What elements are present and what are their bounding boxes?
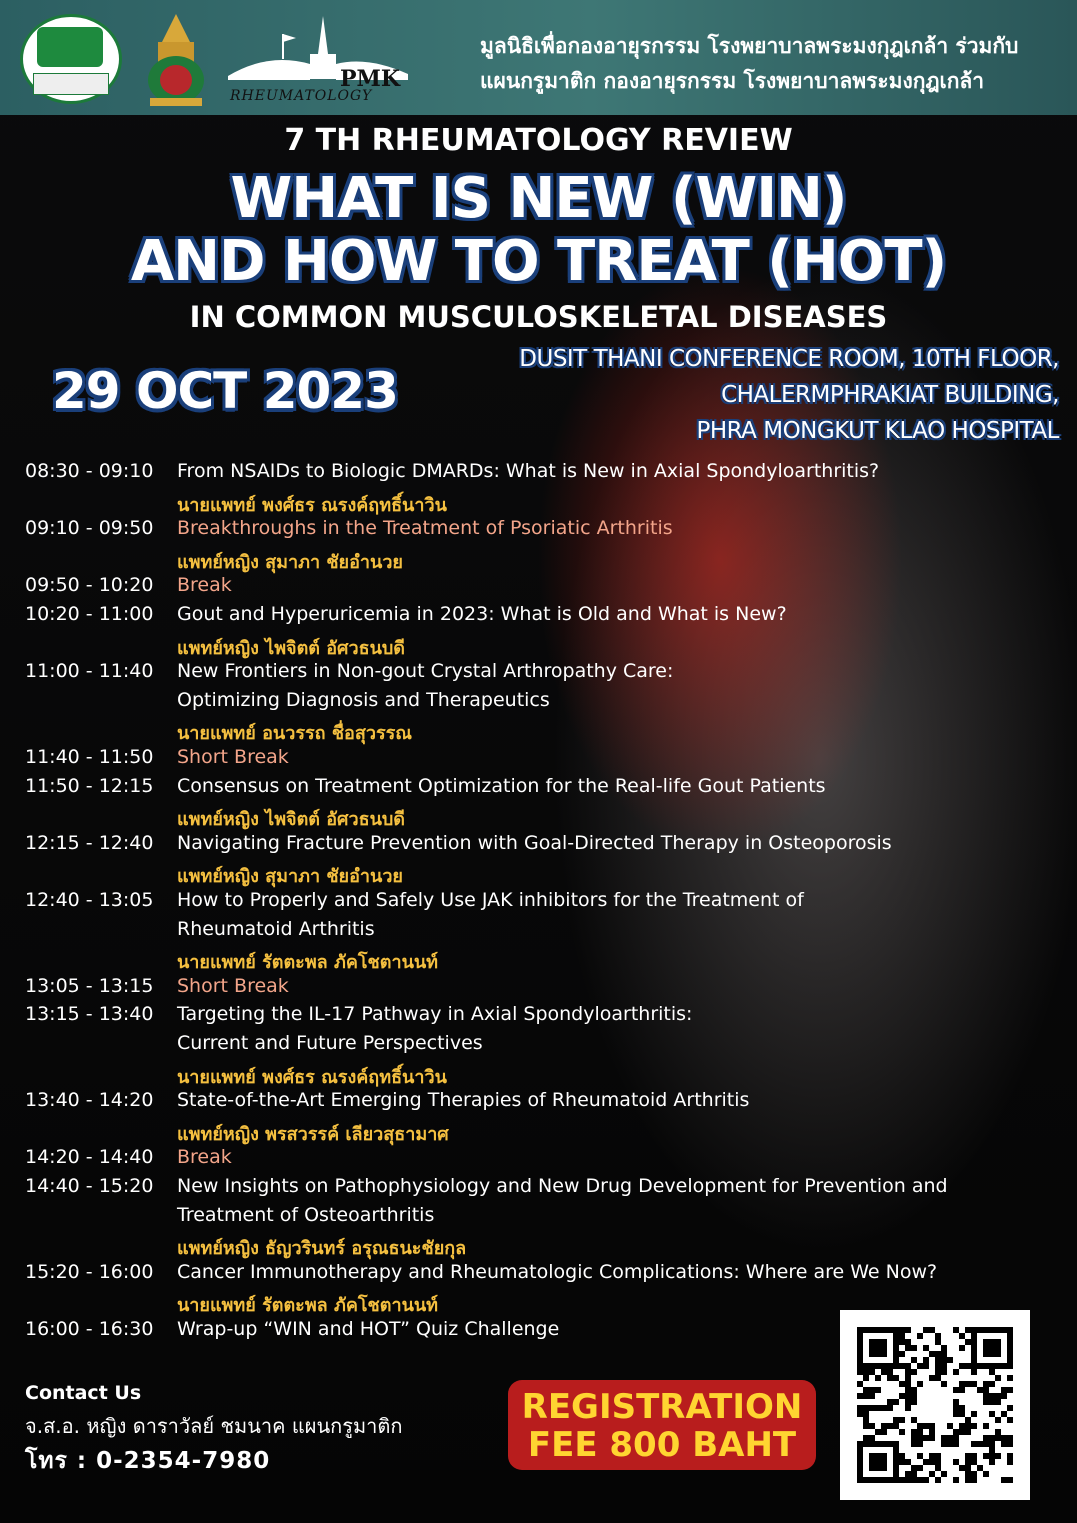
hospital-emblem-logo <box>140 12 212 110</box>
venue-line-2: CHALERMPHRAKIAT BUILDING, <box>721 382 1059 408</box>
schedule-time: 13:15 - 13:40 <box>25 1003 154 1026</box>
schedule-topic-continued: Optimizing Diagnosis and Therapeutics <box>177 688 550 711</box>
schedule-time: 10:20 - 11:00 <box>25 603 154 625</box>
schedule-speaker: นายแพทย์ พงศ์ธร ณรงค์ฤทธิ์นาวิน <box>177 494 447 516</box>
schedule-time: 15:20 - 16:00 <box>25 1260 154 1283</box>
schedule-row <box>25 1003 692 1025</box>
contact-heading: Contact Us <box>25 1382 142 1404</box>
schedule-speaker: แพทย์หญิง พรสวรรค์ เลียวสุธามาศ <box>177 1123 449 1145</box>
schedule-speaker: นายแพทย์ พงศ์ธร ณรงค์ฤทธิ์นาวิน <box>177 1066 447 1088</box>
schedule-time: 12:40 - 13:05 <box>25 889 154 911</box>
main-subtitle: IN COMMON MUSCULOSKELETAL DISEASES <box>189 300 888 334</box>
schedule-row <box>25 1146 232 1168</box>
event-date: 29 OCT 2023 <box>52 362 398 420</box>
schedule-break: Breakthroughs in the Treatment of Psoriatic Arthritis <box>177 517 673 540</box>
medical-foundation-logo <box>20 14 122 104</box>
schedule-row <box>25 603 787 625</box>
schedule-time: 13:40 - 14:20 <box>25 1089 154 1112</box>
schedule-speaker: นายแพทย์ รัตตะพล ภัคโชตานนท์ <box>177 952 439 974</box>
schedule-speaker: นายแพทย์ รัตตะพล ภัคโชตานนท์ <box>177 1295 439 1317</box>
schedule-row <box>25 1261 937 1283</box>
schedule-topic: Consensus on Treatment Optimization for the Real-life Gout Patients <box>177 774 826 797</box>
pmk-logo-text: PMK <box>340 66 401 92</box>
schedule-row <box>25 574 232 596</box>
schedule-time: 14:40 - 15:20 <box>25 1175 154 1197</box>
schedule-row <box>25 975 289 997</box>
schedule-speaker: แพทย์หญิง ธัญวรินทร์ อรุณธนะชัยกุล <box>177 1238 467 1260</box>
schedule-speaker: แพทย์หญิง ไพจิตต์ อัศวธนบดี <box>177 637 405 659</box>
schedule-topic: Cancer Immunotherapy and Rheumatologic Complications: Where are We Now? <box>177 1260 938 1283</box>
registration-fee-badge <box>508 1380 816 1470</box>
schedule-row <box>25 1318 559 1340</box>
schedule-row <box>25 660 673 682</box>
schedule-time: 13:05 - 13:15 <box>25 974 154 997</box>
schedule-break: Short Break <box>177 974 289 997</box>
organizer-line-1: มูลนิธิเพื่อกองอายุรกรรม โรงพยาบาลพระมงกุฎเกล้า ร่วมกับ <box>480 34 1019 58</box>
main-title-line-1: WHAT IS NEW (WIN) <box>230 166 847 231</box>
venue-line-1: DUSIT THANI CONFERENCE ROOM, 10TH FLOOR, <box>519 346 1059 372</box>
schedule-time: 11:00 - 11:40 <box>25 660 154 683</box>
contact-name: จ.ส.อ. หญิง ดาราวัลย์ ชมนาค แผนกรูมาติก <box>25 1414 403 1438</box>
schedule-topic: Navigating Fracture Prevention with Goal-Directed Therapy in Osteoporosis <box>177 831 892 854</box>
schedule-row <box>25 1089 749 1111</box>
schedule-speaker: แพทย์หญิง ไพจิตต์ อัศวธนบดี <box>177 809 405 831</box>
schedule-topic: How to Properly and Safely Use JAK inhibitors for the Treatment of <box>177 889 804 911</box>
pmk-rheumatology-logo <box>228 14 408 106</box>
header-bar <box>0 0 1077 115</box>
schedule-speaker: นายแพทย์ อนวรรถ ชื่อสุวรรณ <box>177 723 412 745</box>
registration-qr-code[interactable] <box>840 1310 1030 1500</box>
qr-code-icon <box>840 1310 1030 1500</box>
schedule-time: 16:00 - 16:30 <box>25 1318 154 1340</box>
schedule-row <box>25 460 879 482</box>
schedule-topic: State-of-the-Art Emerging Therapies of Rheumatoid Arthritis <box>177 1089 750 1112</box>
schedule-topic: Wrap-up “WIN and HOT” Quiz Challenge <box>177 1318 560 1340</box>
schedule-break: Break <box>177 1146 232 1169</box>
schedule-row <box>25 1175 948 1197</box>
schedule-row <box>25 775 826 797</box>
schedule-break: Break <box>177 574 232 597</box>
schedule-row <box>25 889 804 911</box>
schedule-topic: From NSAIDs to Biologic DMARDs: What is New in Axial Spondyloarthritis? <box>177 460 880 482</box>
schedule-row <box>25 832 892 854</box>
schedule-topic: New Insights on Pathophysiology and New Drug Development for Prevention and <box>177 1175 948 1197</box>
schedule-time: 08:30 - 09:10 <box>25 460 154 482</box>
schedule-time: 09:50 - 10:20 <box>25 574 154 597</box>
rheumatology-logo-text: RHEUMATOLOGY <box>230 88 373 104</box>
venue-line-3: PHRA MONGKUT KLAO HOSPITAL <box>696 418 1059 444</box>
schedule-speaker: แพทย์หญิง สุมาภา ชัยอำนวย <box>177 551 403 573</box>
schedule-time: 09:10 - 09:50 <box>25 517 154 540</box>
schedule-break: Short Break <box>177 746 289 768</box>
schedule-topic: Targeting the IL-17 Pathway in Axial Spondyloarthritis: <box>177 1003 693 1026</box>
schedule-row <box>25 517 673 539</box>
registration-line-1: REGISTRATION <box>521 1387 803 1427</box>
contact-phone: โทร : 0-2354-7980 <box>25 1448 271 1474</box>
schedule-speaker: แพทย์หญิง สุมาภา ชัยอำนวย <box>177 866 403 888</box>
organizer-line-2: แผนกรูมาติก กองอายุรกรรม โรงพยาบาลพระมงกุฎเกล้า <box>480 69 985 93</box>
schedule-time: 12:15 - 12:40 <box>25 831 154 854</box>
schedule-time: 11:40 - 11:50 <box>25 746 154 768</box>
schedule-topic-continued: Treatment of Osteoarthritis <box>177 1203 435 1226</box>
event-series-title: 7 TH RHEUMATOLOGY REVIEW <box>284 123 793 158</box>
schedule-topic: Gout and Hyperuricemia in 2023: What is Old and What is New? <box>177 603 787 625</box>
main-title-line-2: AND HOW TO TREAT (HOT) <box>130 229 947 294</box>
schedule-time: 14:20 - 14:40 <box>25 1146 154 1169</box>
registration-line-2: FEE 800 BAHT <box>527 1425 797 1465</box>
schedule-row <box>25 746 289 768</box>
schedule-topic: New Frontiers in Non-gout Crystal Arthropathy Care: <box>177 660 674 683</box>
schedule-time: 11:50 - 12:15 <box>25 774 154 797</box>
schedule-topic-continued: Rheumatoid Arthritis <box>177 917 375 940</box>
schedule-topic-continued: Current and Future Perspectives <box>177 1032 483 1054</box>
